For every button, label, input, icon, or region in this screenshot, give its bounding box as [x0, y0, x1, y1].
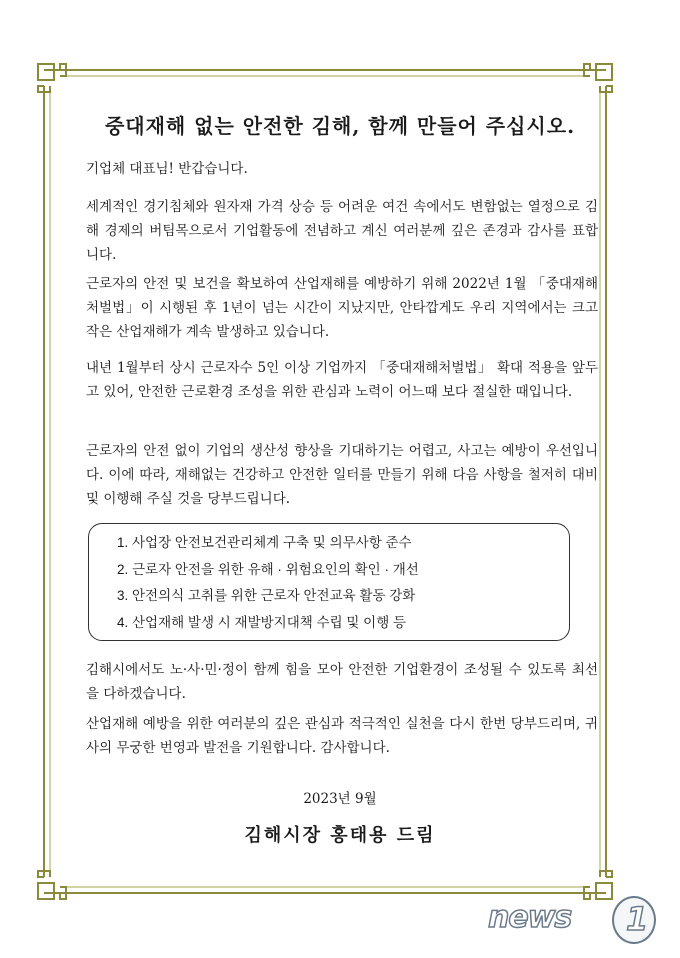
news1-watermark-logo	[488, 892, 668, 952]
request-item: 2. 근로자 안전을 위한 유해 · 위험요인의 확인 · 개선	[117, 561, 419, 577]
paragraph-6: 산업재해 예방을 위한 여러분의 깊은 관심과 적극적인 실천을 다시 한번 당부드리며, 귀 사의 무궁한 번영과 발전을 기원합니다. 감사합니다.	[86, 716, 598, 756]
paragraph-1: 세계적인 경기침체와 원자재 가격 상승 등 어려운 여건 속에서도 변함없는 열정으로 김해 경제의 버팀목으로서 기업활동에 전념하고 계신 여러분께 깊은 존경과 감사를 표합니다.	[86, 199, 598, 263]
signature: 김해시장 홍태용 드림	[244, 825, 436, 846]
paragraph-4: 근로자의 안전 없이 기업의 생산성 향상을 기대하기는 어렵고, 사고는 예방이 우선입니다. 이에 따라, 재해없는 건강하고 안전한 일터를 만들기 위해 다음 사항을 철저히 대비 및 이행해 주실 것을 당부드립니다.	[86, 443, 598, 507]
paragraph-2: 근로자의 안전 및 보건을 확보하여 산업재해를 예방하기 위해 2022년 1월 「중대재해처벌법」이 시행된 후 1년이 넘는 시간이 지났지만, 안타깝게도 우리 지역에서는 크고 작은 산업재해가 계속 발생하고 있습니다.	[86, 276, 598, 340]
paragraph-5: 김해시에서도 노·사·민·정이 함께 힘을 모아 안전한 기업환경이 조성될 수 있도록 최선을 다하겠습니다.	[86, 662, 598, 702]
request-item: 3. 안전의식 고취를 위한 근로자 안전교육 활동 강화	[117, 588, 416, 603]
watermark-text: news	[488, 900, 572, 935]
request-item: 4. 산업재해 발생 시 재발방지대책 수립 및 이행 등	[117, 614, 407, 630]
paragraph-3: 내년 1월부터 상시 근로자수 5인 이상 기업까지 「중대재해처벌법」 확대 적용을 앞두고 있어, 안전한 근로환경 조성을 위한 관심과 노력이 어느때 보다 절실한 때입니다.	[86, 360, 598, 400]
request-item: 1. 사업장 안전보건관리체계 구축 및 의무사항 준수	[117, 535, 412, 550]
greeting: 기업체 대표님! 반갑습니다.	[86, 161, 248, 177]
letter-title: 중대재해 없는 안전한 김해, 함께 만들어 주십시오.	[104, 114, 576, 138]
letter-date: 2023년 9월	[303, 791, 377, 807]
request-items-box	[88, 523, 570, 641]
watermark-number: 1	[626, 900, 649, 938]
